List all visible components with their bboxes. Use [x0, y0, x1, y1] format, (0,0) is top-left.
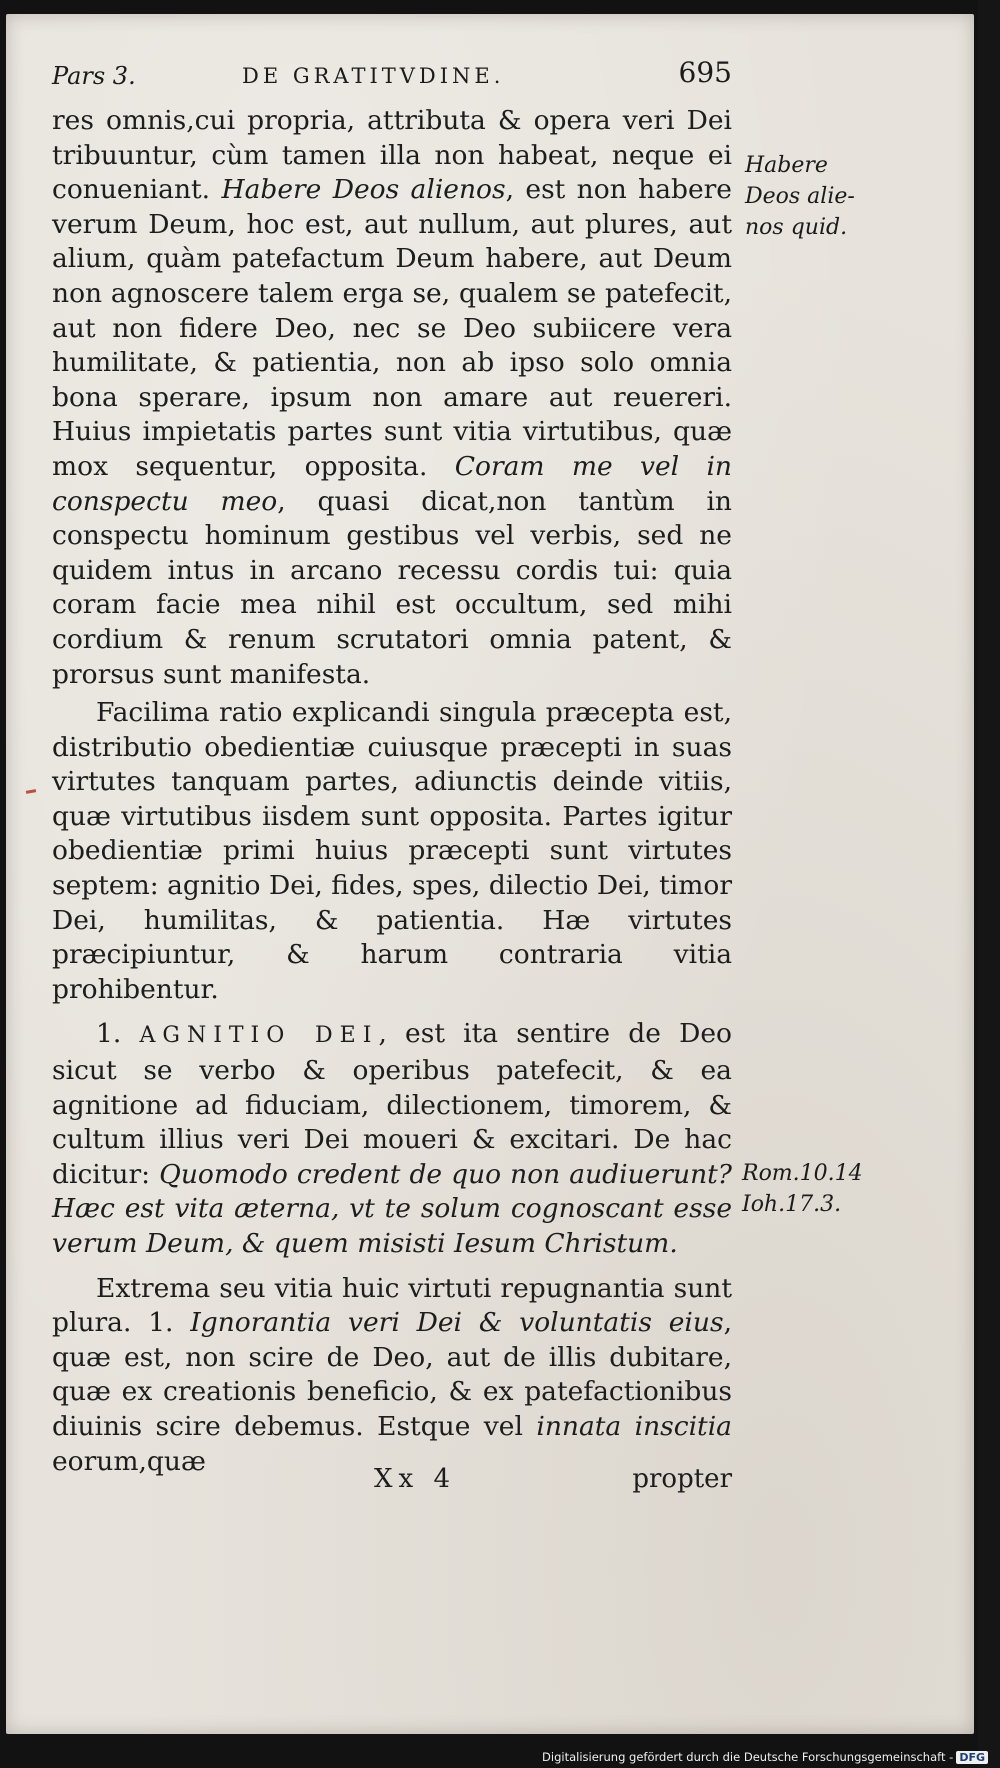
- text-run: , quæ est, non scire de Deo, aut de illis dubitare, quæ ex creationis beneficio, & ex patefactionibus diuinis scire debemus. Estque vel: [52, 1307, 732, 1442]
- text-run: , est ita sentire de Deo sicut se verbo & operibus patefecit, & ea agnitione ad fiduciam, dilectionem, timorem, & cultum illius veri Dei moueri & excitari. De hac dicitur:: [52, 1018, 733, 1190]
- text-run: , est non habere verum Deum, hoc est, aut nullum, aut plures, aut alium, quàm patefactum Deum habere, aut Deum non agnoscere talem erga se, qualem se patefecit, aut non fidere Deo, nec se Deo subiicere vera humilitate, & patientia, non ab ipso solo omnia bona sperare, ipsum non amare aut reuereri. Huius impietatis partes sunt vitia virtutibus, quæ mox sequentur, opposita.: [52, 174, 732, 482]
- paragraph-1: [52, 104, 732, 692]
- section-number: 1.: [96, 1018, 140, 1050]
- margin-note-line: Ioh.17.3.: [742, 1192, 842, 1217]
- scan-edge: [978, 0, 1000, 1768]
- italic-phrase: Habere Deos alienos: [221, 174, 506, 206]
- text-run: Extrema seu vitia huic virtuti repugnantia sunt plura. 1.: [52, 1272, 732, 1339]
- paragraph-3: [52, 1017, 732, 1261]
- margin-note-habere: [745, 150, 865, 243]
- header-title: DE GRATITVDINE.: [242, 64, 505, 88]
- signature-mark: Xx 4: [374, 1464, 456, 1494]
- margin-note-line: Rom.10.14: [742, 1161, 863, 1186]
- margin-note-references: [742, 1158, 882, 1220]
- digitization-credit: [542, 1750, 988, 1764]
- catchword: propter: [632, 1464, 732, 1494]
- running-header: [52, 56, 732, 98]
- page-footer: [52, 1464, 732, 1504]
- paragraph-2: Facilima ratio explicandi singula præcepta est, distributio obedientiæ cuiusque præcepti in suas virtutes tanquam partes, adiunctis deinde vitiis, quæ virtutibus iisdem sunt opposita. Partes igitur obedientiæ primi huius præcepti sunt virtutes septem: agnitio Dei, fides, spes, dilectio Dei, timor Dei, humilitas, & patientia. Hæ virtutes præcipiuntur, & harum contraria vitia prohibentur.: [52, 697, 732, 1005]
- dfg-logo: DFG: [956, 1751, 988, 1764]
- credit-text: Digitalisierung gefördert durch die Deutsche Forschungsgemeinschaft -: [542, 1750, 954, 1764]
- text-run: res omnis,cui propria, attributa & opera veri Dei tribuuntur, cùm tamen illa non habeat, neque ei conueniant.: [52, 105, 732, 206]
- italic-phrase: Coram me vel in conspectu meo: [52, 450, 732, 517]
- italic-phrase: innata inscitia: [536, 1410, 732, 1442]
- margin-note-line: Deos alie-: [745, 184, 855, 209]
- italic-phrase: Ignorantia veri Dei & voluntatis eius: [190, 1307, 724, 1339]
- main-text: [52, 104, 732, 1479]
- margin-note-line: Habere: [745, 153, 828, 178]
- italic-quotation: Quomodo credent de quo non audiuerunt? Hæc est vita æterna, vt te solum cognoscant esse verum Deum, & quem misisti Iesum Christum.: [52, 1158, 732, 1259]
- header-part: Pars 3.: [52, 62, 136, 90]
- text-run: , quasi dicat,non tantùm in conspectu hominum gestibus vel verbis, sed ne quidem intus in arcano recessu cordis tui: quia coram facie mea nihil est occultum, sed mihi cordium & renum scrutatori omnia patent, & prorsus sunt manifesta.: [52, 485, 732, 690]
- margin-note-line: nos quid.: [745, 215, 848, 240]
- paragraph-4: [52, 1272, 732, 1480]
- section-heading: AGNITIO DEI: [139, 1023, 379, 1049]
- text-run: eorum,quæ: [52, 1445, 206, 1477]
- page-number: 695: [678, 56, 732, 89]
